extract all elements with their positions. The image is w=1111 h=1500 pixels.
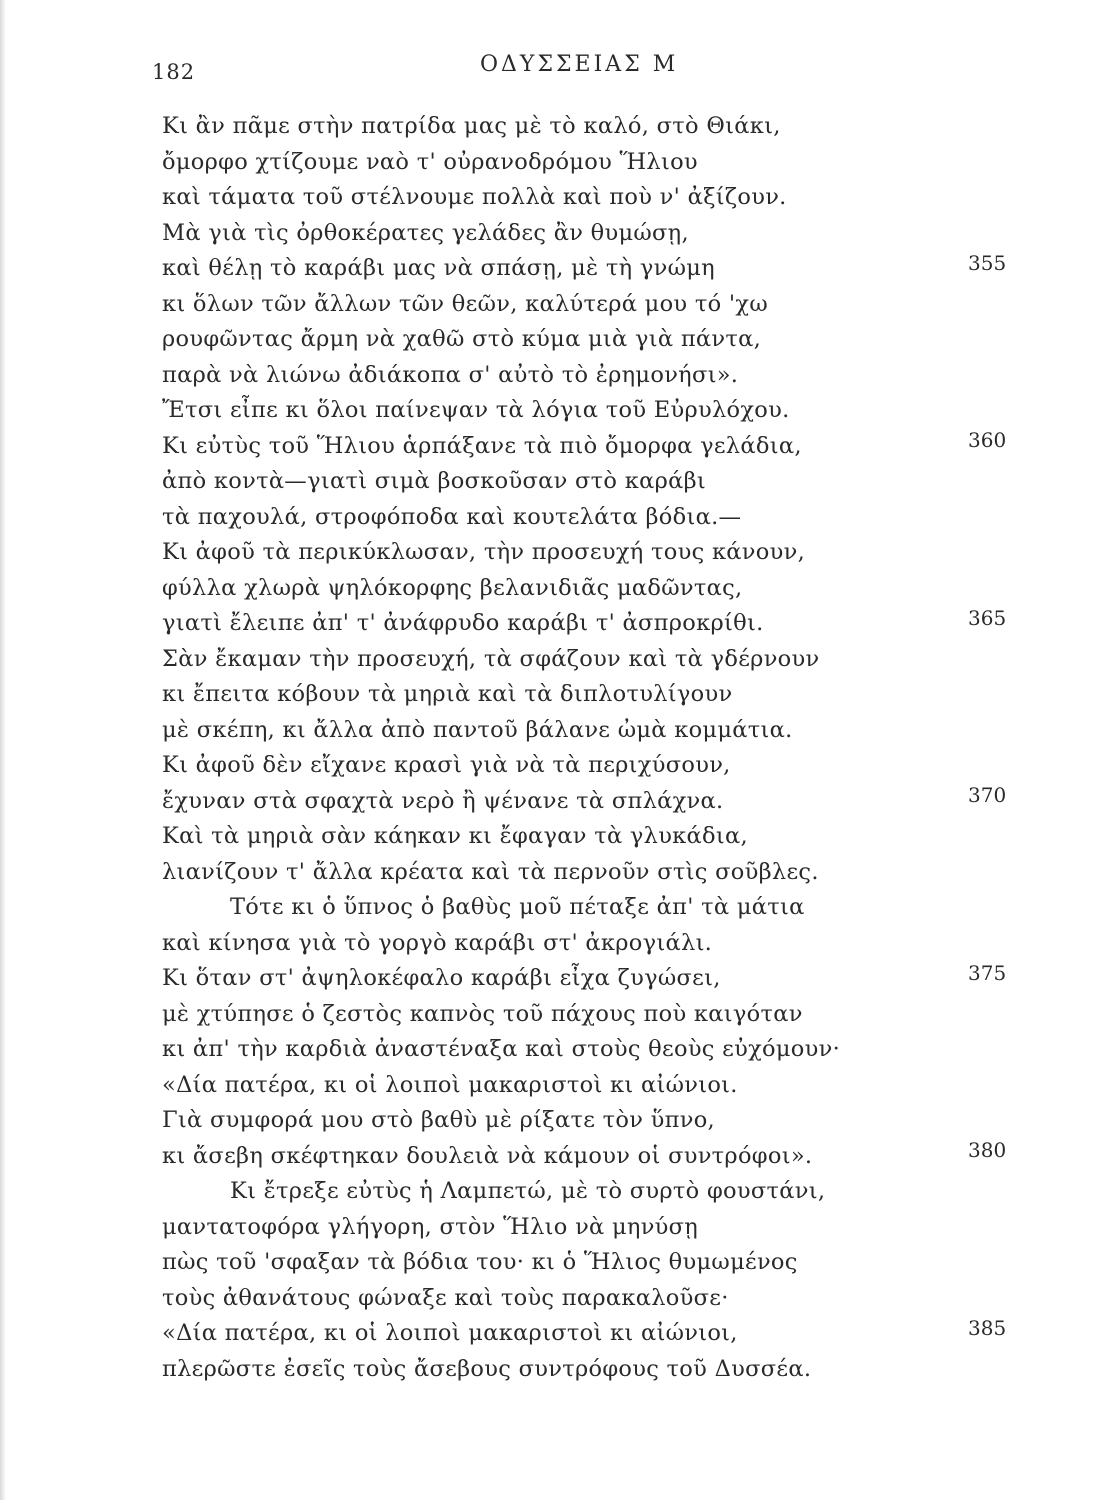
verse-line: παρὰ νὰ λιώνω ἀδιάκοπα σ' αὐτὸ τὸ ἐρημονήσι». <box>162 361 739 388</box>
line-number: 360 <box>968 428 1007 452</box>
line-number: 385 <box>968 1316 1007 1340</box>
verse-line: ἀπὸ κοντὰ—γιατὶ σιμὰ βοσκοῦσαν στὸ καράβι <box>162 468 707 494</box>
verse-line: Καὶ τὰ μηριὰ σὰν κάηκαν κι ἔφαγαν τὰ γλυκάδια, <box>162 823 748 849</box>
verse-line: κι ἔπειτα κόβουν τὰ μηριὰ καὶ τὰ διπλοτυλίγουν <box>162 681 733 707</box>
verse-line: μαντατοφόρα γλήγορη, στὸν Ἥλιο νὰ μηνύσῃ <box>162 1213 699 1240</box>
poem-text <box>162 109 892 1387</box>
verse-line: Κι ἂν πᾶμε στὴν πατρίδα μας μὲ τὸ καλό, στὸ Θιάκι, <box>162 113 781 139</box>
verse-line: γιατὶ ἔλειπε ἀπ' τ' ἀνάφρυδο καράβι τ' ἀσπροκρίθι. <box>162 610 764 636</box>
verse-line: ὄμορφο χτίζουμε ναὸ τ' οὐρανοδρόμου Ἥλιου <box>162 148 698 175</box>
verse-line: Κι ἔτρεξε εὐτὺς ἡ Λαμπετώ, μὲ τὸ συρτὸ φουστάνι, <box>230 1178 826 1204</box>
line-number: 365 <box>968 606 1007 630</box>
verse-line: Τότε κι ὁ ὕπνος ὁ βαθὺς μοῦ πέταξε ἀπ' τὰ μάτια <box>230 894 805 920</box>
verse-line: μὲ σκέπη, κι ἄλλα ἀπὸ παντοῦ βάλανε ὠμὰ κομμάτια. <box>162 716 793 743</box>
verse-line: πὼς τοῦ 'σφαξαν τὰ βόδια του· κι ὁ Ἥλιος θυμωμένος <box>162 1249 798 1275</box>
verse-line: «Δία πατέρα, κι οἱ λοιποὶ μακαριστοὶ κι αἰώνιοι. <box>162 1071 738 1098</box>
line-number: 380 <box>968 1138 1007 1162</box>
verse-line: Ἔτσι εἶπε κι ὅλοι παίνεψαν τὰ λόγια τοῦ Εὐρυλόχου. <box>162 397 790 423</box>
verse-line: Κι ὅταν στ' ἀψηλοκέφαλο καράβι εἶχα ζυγώσει, <box>162 965 721 991</box>
page-edge-shadow <box>0 0 6 1500</box>
verse-line: καὶ κίνησα γιὰ τὸ γοργὸ καράβι στ' ἀκρογιάλι. <box>162 929 713 956</box>
verse-line: κι ἄσεβη σκέφτηκαν δουλειὰ νὰ κάμουν οἱ συντρόφοι». <box>162 1142 813 1169</box>
verse-line: Κι ἀφοῦ τὰ περικύκλωσαν, τὴν προσευχή τους κάνουν, <box>162 539 806 565</box>
verse-line: «Δία πατέρα, κι οἱ λοιποὶ μακαριστοὶ κι αἰώνιοι, <box>162 1320 738 1346</box>
verse-line: Σὰν ἔκαμαν τὴν προσευχή, τὰ σφάζουν καὶ τὰ γδέρνουν <box>162 645 820 672</box>
verse-line: τοὺς ἀθανάτους φώναξε καὶ τοὺς παρακαλοῦσε· <box>162 1284 729 1311</box>
verse-line: ἔχυναν στὰ σφαχτὰ νερὸ ἢ ψένανε τὰ σπλάχνα. <box>162 787 724 814</box>
verse-line: Μὰ γιὰ τὶς ὀρθοκέρατες γελάδες ἂν θυμώσῃ, <box>162 219 689 246</box>
verse-line: κι ὅλων τῶν ἄλλων τῶν θεῶν, καλύτερά μου τό 'χω <box>162 290 768 317</box>
verse-line: Κι εὐτὺς τοῦ Ἥλιου ἁρπάξανε τὰ πιὸ ὄμορφα γελάδια, <box>162 432 802 459</box>
verse-line: κι ἀπ' τὴν καρδιὰ ἀναστέναξα καὶ στοὺς θεοὺς εὐχόμουν· <box>162 1036 841 1062</box>
verse-line: φύλλα χλωρὰ ψηλόκορφης βελανιδιᾶς μαδῶντας, <box>162 574 743 601</box>
line-number: 355 <box>968 251 1007 275</box>
verse-line: ρουφῶντας ἄρμη νὰ χαθῶ στὸ κύμα μιὰ γιὰ πάντα, <box>162 326 762 352</box>
verse-line: μὲ χτύπησε ὁ ζεστὸς καπνὸς τοῦ πάχους ποὺ καιγόταν <box>162 1000 803 1027</box>
verse-line: καὶ τάματα τοῦ στέλνουμε πολλὰ καὶ ποὺ ν' ἀξίζουν. <box>162 184 787 210</box>
verse-line: τὰ παχουλά, στροφόποδα καὶ κουτελάτα βόδια.— <box>162 503 742 530</box>
running-head: ΟΔΥΣΣΕΙΑΣ Μ <box>480 52 679 77</box>
verse-line: λιανίζουν τ' ἄλλα κρέατα καὶ τὰ περνοῦν στὶς σοῦβλες. <box>162 858 819 885</box>
line-number: 375 <box>968 961 1007 985</box>
line-number: 370 <box>968 783 1007 807</box>
page-number: 182 <box>152 60 196 84</box>
verse-line: Γιὰ συμφορά μου στὸ βαθὺ μὲ ρίξατε τὸν ὕπνο, <box>162 1107 716 1133</box>
verse-line: καὶ θέλῃ τὸ καράβι μας νὰ σπάσῃ, μὲ τὴ γνώμη <box>162 255 715 281</box>
verse-line: πλερῶστε ἐσεῖς τοὺς ἄσεβους συντρόφους τοῦ Δυσσέα. <box>162 1355 812 1382</box>
verse-line: Κι ἀφοῦ δὲν εἴχανε κρασὶ γιὰ νὰ τὰ περιχύσουν, <box>162 752 731 778</box>
